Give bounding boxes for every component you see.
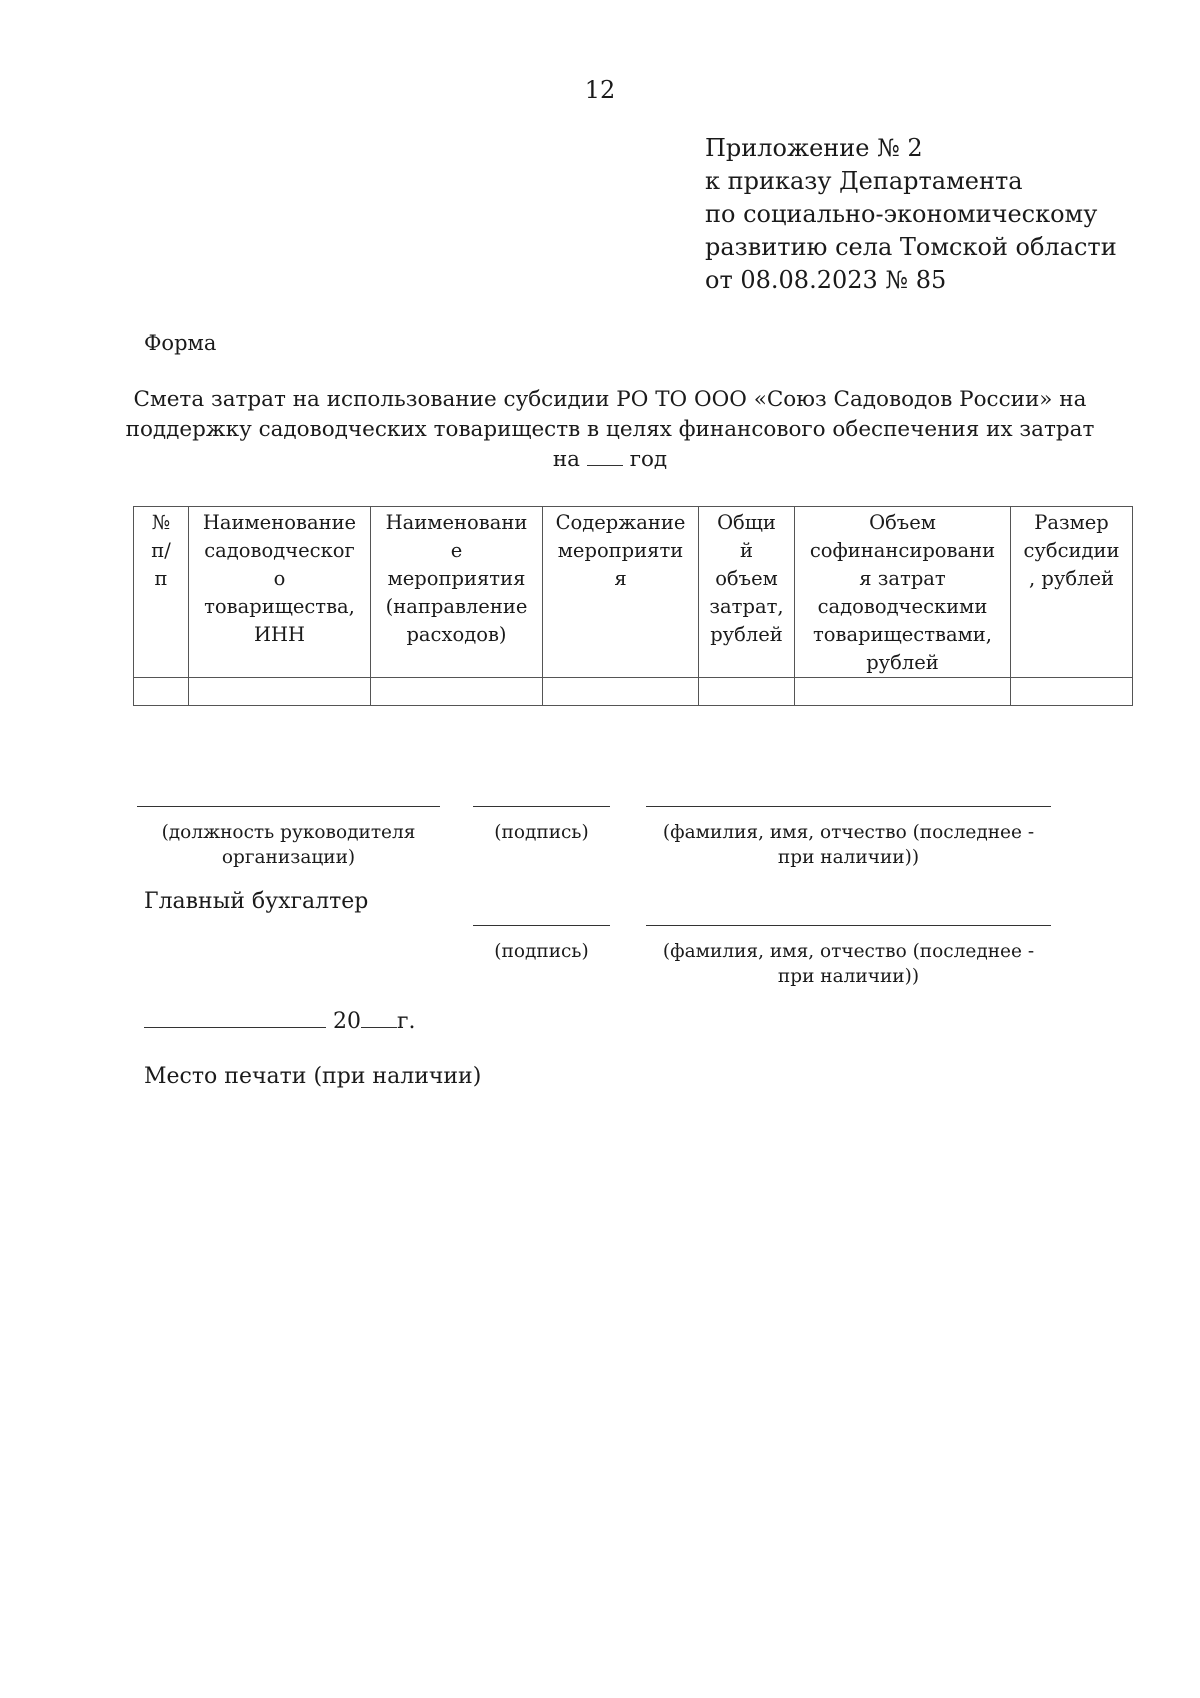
header-text: я затрат [859, 567, 946, 590]
year-blank-field[interactable] [587, 445, 623, 466]
header-text: й [740, 539, 753, 562]
header-text: Объем [869, 511, 936, 534]
header-text: мероприятия [387, 567, 526, 590]
accountant-signature-line[interactable] [473, 925, 610, 926]
form-label: Форма [144, 331, 217, 355]
caption-text: при наличии)) [777, 847, 920, 868]
header-text: (направление [385, 595, 528, 618]
table-header-row [134, 507, 1133, 678]
appendix-line: к приказу Департамента [705, 167, 1023, 195]
header-text: Наименование [202, 511, 357, 534]
signature-caption [453, 820, 630, 845]
header-number [134, 507, 189, 678]
header-subsidy-amount [1011, 507, 1133, 678]
header-text: Размер [1034, 511, 1109, 534]
date-year-prefix: 20 [333, 1009, 361, 1034]
table-cell[interactable] [189, 678, 371, 706]
appendix-block [705, 132, 1117, 297]
header-text: , рублей [1028, 567, 1115, 590]
header-text: объем [715, 567, 778, 590]
accountant-name-caption [626, 939, 1071, 989]
date-day-month-field[interactable] [144, 1005, 326, 1028]
position-caption [137, 820, 440, 870]
date-line [144, 1005, 416, 1034]
header-text: Наименовани [385, 511, 528, 534]
header-total-cost [699, 507, 795, 678]
header-text: затрат, [709, 595, 784, 618]
caption-text: организации) [221, 847, 356, 868]
title-line-3 [110, 445, 1110, 475]
header-cofinancing [795, 507, 1011, 678]
signature-line[interactable] [473, 806, 610, 807]
caption-text: (подпись) [494, 822, 589, 843]
header-text: Содержание [555, 511, 686, 534]
caption-text: (подпись) [494, 941, 589, 962]
title-year-prefix: на [552, 447, 580, 472]
header-text: софинансировани [809, 539, 996, 562]
page-number: 12 [584, 76, 616, 104]
table-cell[interactable] [543, 678, 699, 706]
header-text: е [450, 539, 463, 562]
date-year-suffix: г. [397, 1009, 416, 1034]
header-text: № [151, 511, 171, 534]
title-year-suffix: год [629, 447, 668, 472]
caption-text: при наличии)) [777, 966, 920, 987]
name-caption [626, 820, 1071, 870]
caption-text: (должность руководителя [161, 822, 416, 843]
header-text: садоводческими [817, 595, 988, 618]
table-cell[interactable] [699, 678, 795, 706]
title-line-1: Смета затрат на использование субсидии РО ТО ООО «Союз Садоводов России» на [133, 387, 1087, 412]
name-signature-line[interactable] [646, 806, 1051, 807]
header-text: товарищества, [204, 595, 355, 618]
caption-text: (фамилия, имя, отчество (последнее - [662, 941, 1035, 962]
accountant-signature-caption [453, 939, 630, 964]
header-text: мероприяти [557, 539, 684, 562]
header-text: Общи [717, 511, 776, 534]
header-text: расходов) [406, 623, 507, 646]
header-text: садоводческог [204, 539, 355, 562]
appendix-line: от 08.08.2023 № 85 [705, 266, 947, 294]
header-partnership-name [189, 507, 371, 678]
header-text: рублей [710, 623, 783, 646]
header-text: товариществами, [813, 623, 992, 646]
chief-accountant-label: Главный бухгалтер [144, 889, 369, 914]
header-event-content [543, 507, 699, 678]
header-text: субсидии [1023, 539, 1120, 562]
header-text: рублей [866, 651, 939, 674]
appendix-line: развитию села Томской области [705, 233, 1117, 261]
table-cell[interactable] [795, 678, 1011, 706]
document-title [110, 385, 1110, 475]
table-cell[interactable] [371, 678, 543, 706]
estimate-table [133, 506, 1133, 706]
title-line-2: поддержку садоводческих товариществ в целях финансового обеспечения их затрат [125, 417, 1095, 442]
table-cell[interactable] [1011, 678, 1133, 706]
date-year-field[interactable] [361, 1005, 397, 1028]
position-signature-line[interactable] [137, 806, 440, 807]
stamp-place-label: Место печати (при наличии) [144, 1064, 482, 1089]
appendix-line: по социально-экономическому [705, 200, 1098, 228]
caption-text: (фамилия, имя, отчество (последнее - [662, 822, 1035, 843]
header-event-name [371, 507, 543, 678]
table-cell[interactable] [134, 678, 189, 706]
header-text: ИНН [253, 623, 306, 646]
appendix-line: Приложение № 2 [705, 134, 923, 162]
header-text: я [614, 567, 627, 590]
table-row [134, 678, 1133, 706]
accountant-name-line[interactable] [646, 925, 1051, 926]
header-text: о [273, 567, 286, 590]
header-text: п/ [151, 539, 171, 562]
header-text: п [154, 567, 168, 590]
